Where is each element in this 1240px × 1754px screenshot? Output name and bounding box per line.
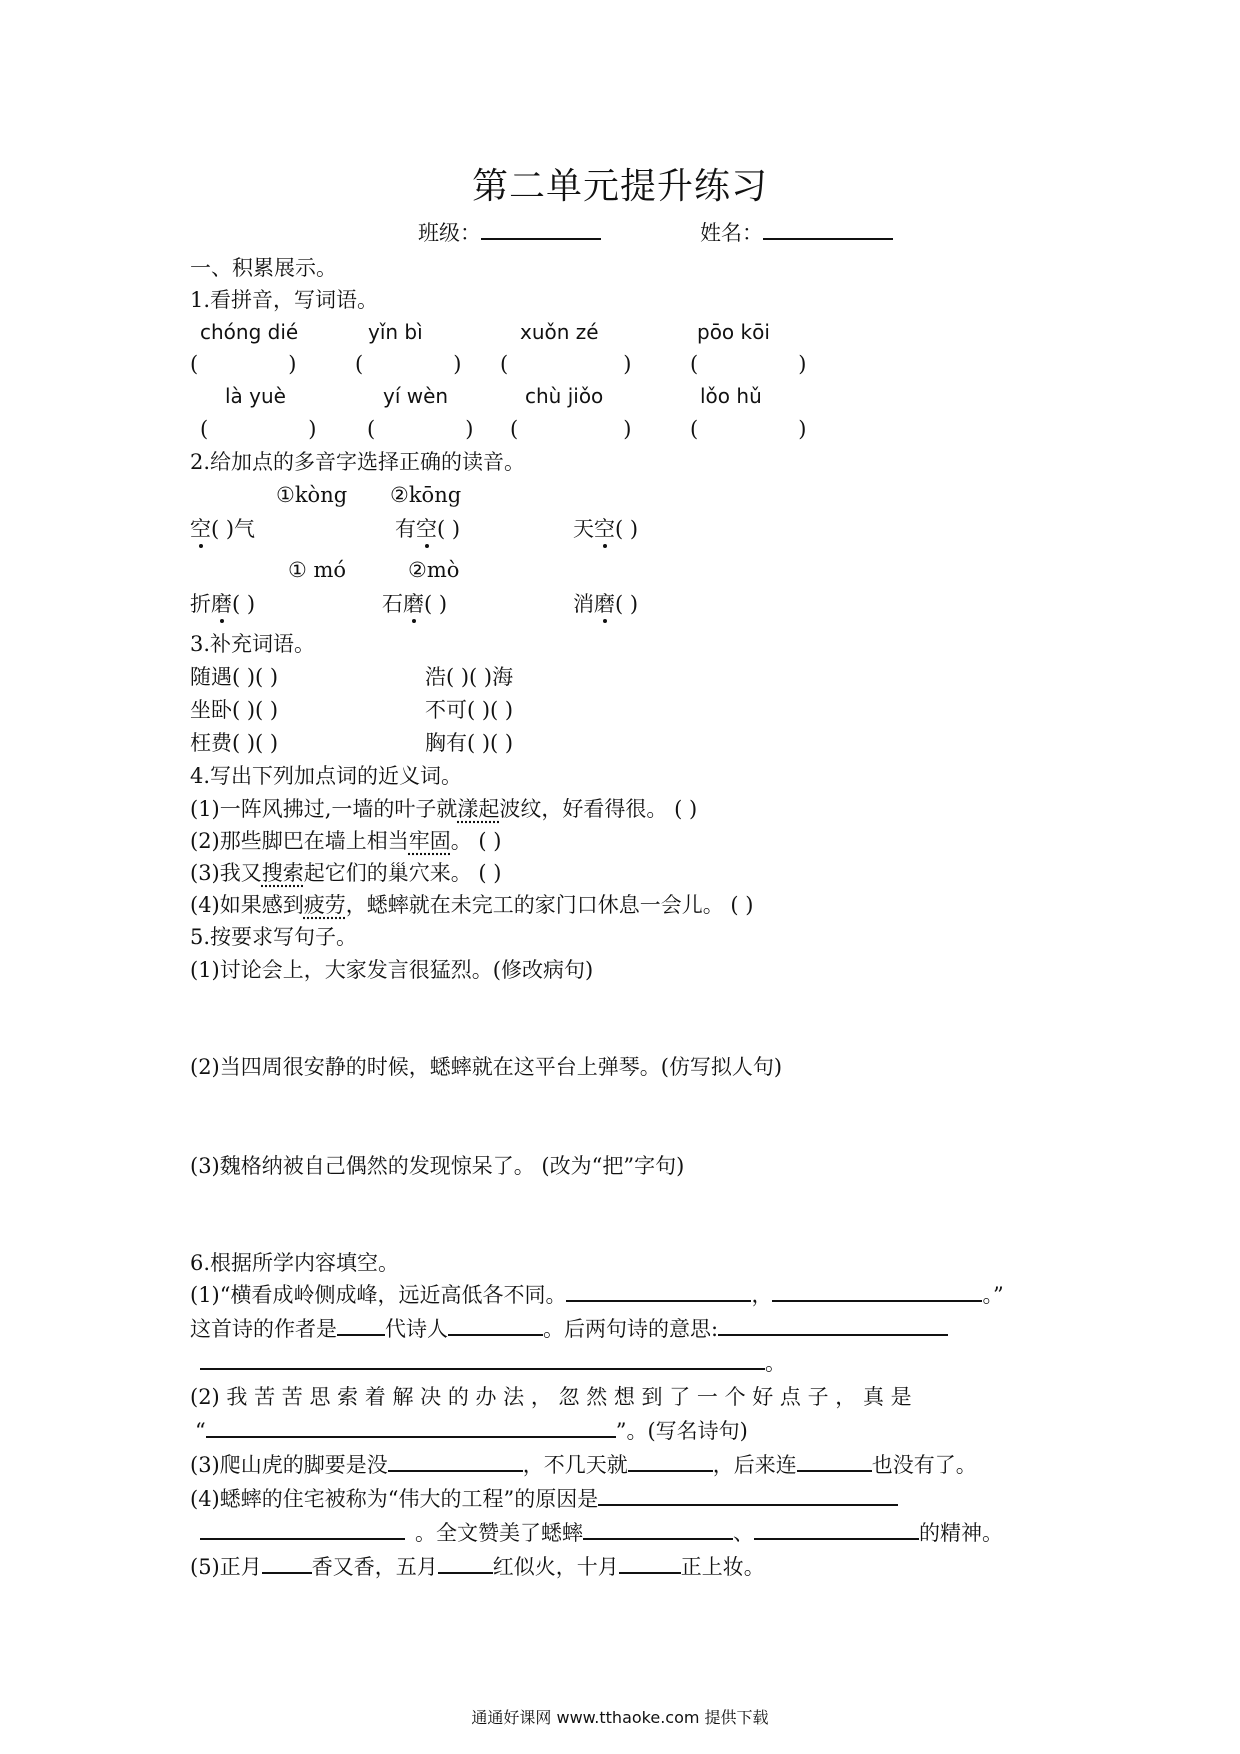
blank-ivy-2[interactable] [628,1452,713,1472]
mo-option-1: ① mó [288,558,347,582]
blank-spirit-2[interactable] [754,1520,919,1540]
kong-item-3[interactable]: 天空( ) [573,517,639,541]
blank-poem-1[interactable] [566,1282,751,1302]
q6-line-6: (3)爬山虎的脚要是没 ，不几天就 ，后来连 也没有了。 [190,1453,977,1477]
dotted-word: 漾起 [457,797,500,821]
pinyin-7: chù jiǒo [525,384,604,408]
q2-title: 2.给加点的多音字选择正确的读音。 [190,450,526,474]
idiom-6[interactable]: 胸有( )( ) [425,731,514,755]
idiom-4[interactable]: 不可( )( ) [425,698,514,722]
answer-box-4[interactable]: ( ) [690,352,807,376]
q4-title: 4.写出下列加点词的近义词。 [190,764,463,788]
answer-box-2[interactable]: ( ) [355,352,462,376]
idiom-3[interactable]: 坐卧( )( ) [190,698,279,722]
answer-box-7[interactable]: ( ) [510,417,632,441]
q1-title: 1.看拼音，写词语。 [190,288,379,312]
page-title: 第二单元提升练习 [471,166,768,207]
answer-box-8[interactable]: ( ) [690,417,807,441]
idiom-5[interactable]: 枉费( )( ) [190,731,279,755]
mo-item-2[interactable]: 石磨( ) [382,592,448,616]
name-blank[interactable] [763,220,893,240]
q6-line-2: 这首诗的作者是 代诗人 。后两句诗的意思: [190,1315,948,1343]
mo-item-1[interactable]: 折磨( ) [190,592,256,616]
class-blank[interactable] [481,220,601,240]
class-field [418,219,601,247]
class-label: 班级： [418,221,481,245]
kong-item-2[interactable]: 有空( ) [395,517,461,541]
blank-meaning-2[interactable] [200,1350,765,1370]
blank-reason-1[interactable] [598,1486,898,1506]
blank-month-10[interactable] [619,1554,681,1574]
mo-item-3[interactable]: 消磨( ) [573,592,639,616]
answer-box-5[interactable]: ( ) [200,417,317,441]
synonym-item-4[interactable]: (4)如果感到疲劳，蟋蟀就在未完工的家门口休息一会儿。 ( ) [190,893,754,917]
blank-month-5[interactable] [438,1554,493,1574]
blank-month-1[interactable] [262,1554,312,1574]
kong-item-1[interactable]: 空( )气 [190,517,256,541]
q6-line-9: (5)正月 香又香，五月 红似火，十月 正上妆。 [190,1555,765,1579]
pinyin-2: yǐn bì [368,320,423,344]
answer-box-1[interactable]: ( ) [190,352,297,376]
blank-poem-2[interactable] [772,1282,982,1302]
dotted-word: 疲劳 [303,893,346,917]
synonym-item-3[interactable]: (3)我又搜索起它们的巢穴来。 ( ) [190,861,502,885]
blank-spirit-1[interactable] [583,1520,733,1540]
pinyin-6: yí wèn [383,384,449,408]
dotted-word: 搜索 [261,861,304,885]
blank-ivy-3[interactable] [797,1452,872,1472]
pinyin-1: chóng dié [200,320,299,344]
answer-box-3[interactable]: ( ) [500,352,632,376]
q6-line-3: 。 [200,1349,786,1377]
mo-option-2: ②mò [408,558,460,582]
answer-box-6[interactable]: ( ) [367,417,474,441]
blank-dynasty[interactable] [337,1316,385,1336]
q6-line-4: (2) 我 苦 苦 思 索 着 解 决 的 办 法 ， 忽 然 想 到 了 一 个 好 点 子 ， 真 是 [190,1385,912,1409]
q6-line-1: (1)“横看成岭侧成峰，远近高低各不同。 ， 。” [190,1283,1004,1307]
q5-title: 5.按要求写句子。 [190,925,358,949]
name-label: 姓名： [700,221,763,245]
blank-meaning-1[interactable] [718,1316,948,1336]
pinyin-4: pōo kōi [697,320,770,344]
blank-famous-line[interactable] [206,1418,616,1438]
blank-poet[interactable] [448,1316,543,1336]
idiom-2[interactable]: 浩( )( )海 [425,665,514,689]
kong-option-2: ②kōng [390,483,462,507]
q6-line-5: “ ”。(写名诗句) [195,1419,748,1443]
name-field [700,219,893,247]
synonym-item-1[interactable]: (1)一阵风拂过,一墙的叶子就漾起波纹，好看得很。 ( ) [190,797,698,821]
blank-reason-2[interactable] [200,1520,405,1540]
section-1-heading: 一、积累展示。 [190,256,337,280]
sentence-task-2: (2)当四周很安静的时候，蟋蟀就在这平台上弹琴。(仿写拟人句) [190,1055,783,1079]
pinyin-3: xuǒn zé [520,320,599,344]
sentence-task-3: (3)魏格纳被自己偶然的发现惊呆了。 (改为“把”字句) [190,1154,685,1178]
sentence-task-1: (1)讨论会上，大家发言很猛烈。(修改病句) [190,958,594,982]
q6-line-7: (4)蟋蟀的住宅被称为“伟大的工程”的原因是 [190,1485,898,1513]
pinyin-5: là yuè [225,384,286,408]
footer-credit: 通通好课网 www.tthaoke.com 提供下载 [471,1708,769,1727]
q6-title: 6.根据所学内容填空。 [190,1251,400,1275]
dotted-word: 牢固 [408,829,451,853]
pinyin-8: lǒo hǔ [700,384,762,408]
synonym-item-2[interactable]: (2)那些脚巴在墙上相当牢固。 ( ) [190,829,502,853]
kong-option-1: ①kòng [276,483,348,507]
q6-line-8: 。全文赞美了蟋蟀 、 的精神。 [200,1519,1003,1547]
idiom-1[interactable]: 随遇( )( ) [190,665,279,689]
blank-ivy-1[interactable] [388,1452,523,1472]
q3-title: 3.补充词语。 [190,632,316,656]
